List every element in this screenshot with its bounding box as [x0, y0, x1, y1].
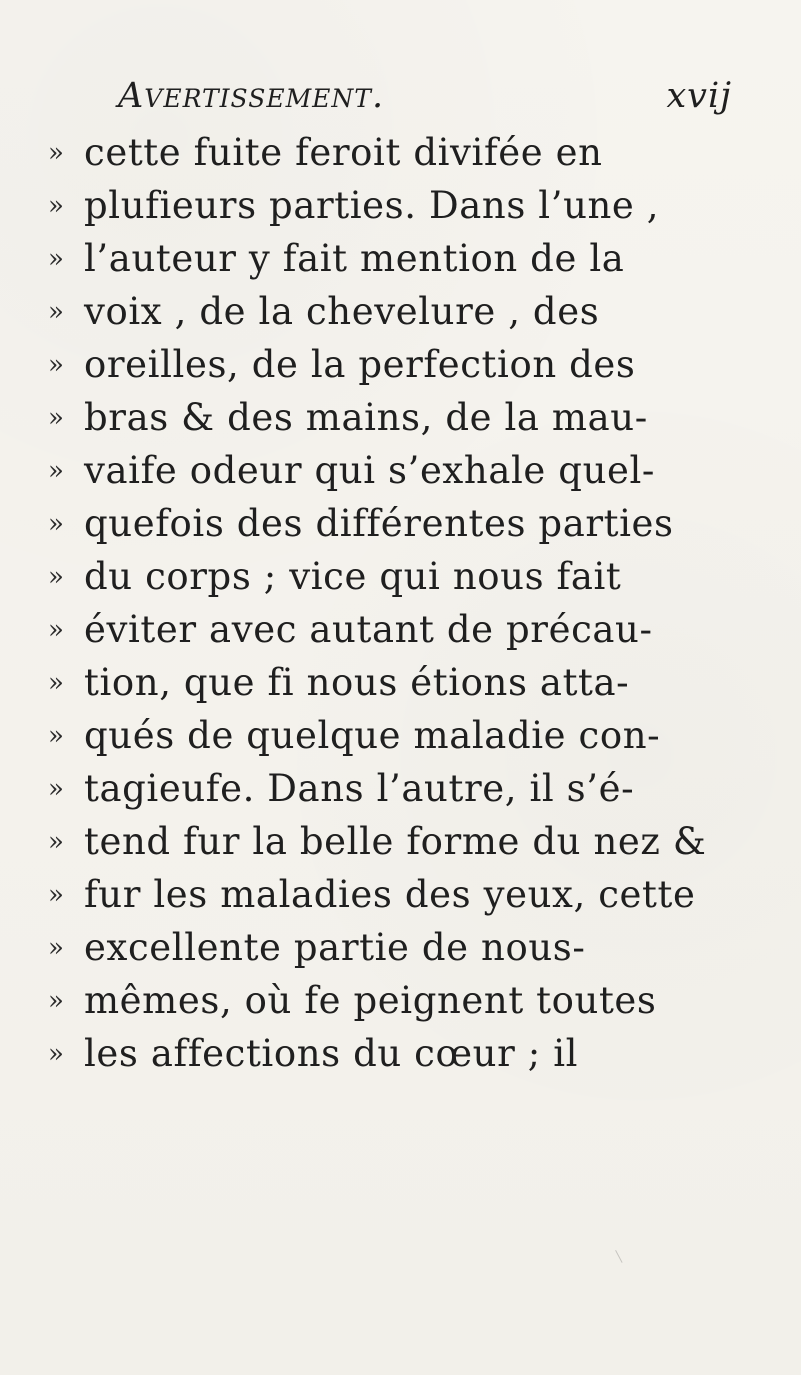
text-line	[48, 232, 758, 285]
quote-mark: »	[48, 615, 65, 645]
running-head-title: Avertissement.	[118, 76, 385, 116]
text-line	[48, 126, 758, 179]
quote-mark: »	[48, 668, 65, 698]
line-text: plufieurs parties. Dans l’une ,	[84, 184, 660, 227]
line-text: l’auteur y fait mention de la	[84, 237, 625, 280]
quote-mark: »	[48, 138, 65, 168]
quote-mark: »	[48, 880, 65, 910]
text-line	[48, 285, 758, 338]
text-line	[48, 338, 758, 391]
quote-mark: »	[48, 244, 65, 274]
line-text: fur les maladies des yeux, cette	[84, 873, 696, 916]
page-number: xvij	[666, 76, 732, 116]
text-line	[48, 550, 758, 603]
line-text: mêmes, où fe peignent toutes	[84, 979, 657, 1022]
text-line	[48, 709, 758, 762]
quote-mark: »	[48, 456, 65, 486]
quote-mark: »	[48, 297, 65, 327]
text-line	[48, 762, 758, 815]
text-line	[48, 974, 758, 1027]
quote-mark: »	[48, 986, 65, 1016]
line-text: éviter avec autant de précau-	[84, 608, 653, 651]
line-text: cette fuite feroit divifée en	[84, 131, 603, 174]
line-text: tion, que fi nous étions atta-	[84, 661, 630, 704]
text-line	[48, 921, 758, 974]
quote-mark: »	[48, 721, 65, 751]
text-line	[48, 868, 758, 921]
text-line	[48, 656, 758, 709]
line-text: quefois des différentes parties	[84, 502, 674, 545]
text-block	[48, 126, 758, 1080]
text-line	[48, 179, 758, 232]
margin-mark	[615, 1247, 628, 1263]
quote-mark: »	[48, 933, 65, 963]
line-text: vaife odeur qui s’exhale quel-	[84, 449, 656, 492]
text-line	[48, 391, 758, 444]
line-text: les affections du cœur ; il	[84, 1032, 579, 1075]
quote-mark: »	[48, 827, 65, 857]
text-line	[48, 497, 758, 550]
line-text: qués de quelque maladie con-	[84, 714, 661, 757]
text-line	[48, 815, 758, 868]
line-text: oreilles, de la perfection des	[84, 343, 636, 386]
line-text: du corps ; vice qui nous fait	[84, 555, 622, 598]
line-text: excellente partie de nous-	[84, 926, 586, 969]
line-text: bras & des mains, de la mau-	[84, 396, 648, 439]
line-text: voix , de la chevelure , des	[84, 290, 600, 333]
line-text: tagieufe. Dans l’autre, il s’é-	[84, 767, 635, 810]
text-line	[48, 603, 758, 656]
running-head	[118, 74, 738, 118]
text-line	[48, 444, 758, 497]
quote-mark: »	[48, 509, 65, 539]
quote-mark: »	[48, 774, 65, 804]
text-line	[48, 1027, 758, 1080]
line-text: tend fur la belle forme du nez &	[84, 820, 707, 863]
quote-mark: »	[48, 1039, 65, 1069]
quote-mark: »	[48, 191, 65, 221]
quote-mark: »	[48, 350, 65, 380]
quote-mark: »	[48, 562, 65, 592]
quote-mark: »	[48, 403, 65, 433]
